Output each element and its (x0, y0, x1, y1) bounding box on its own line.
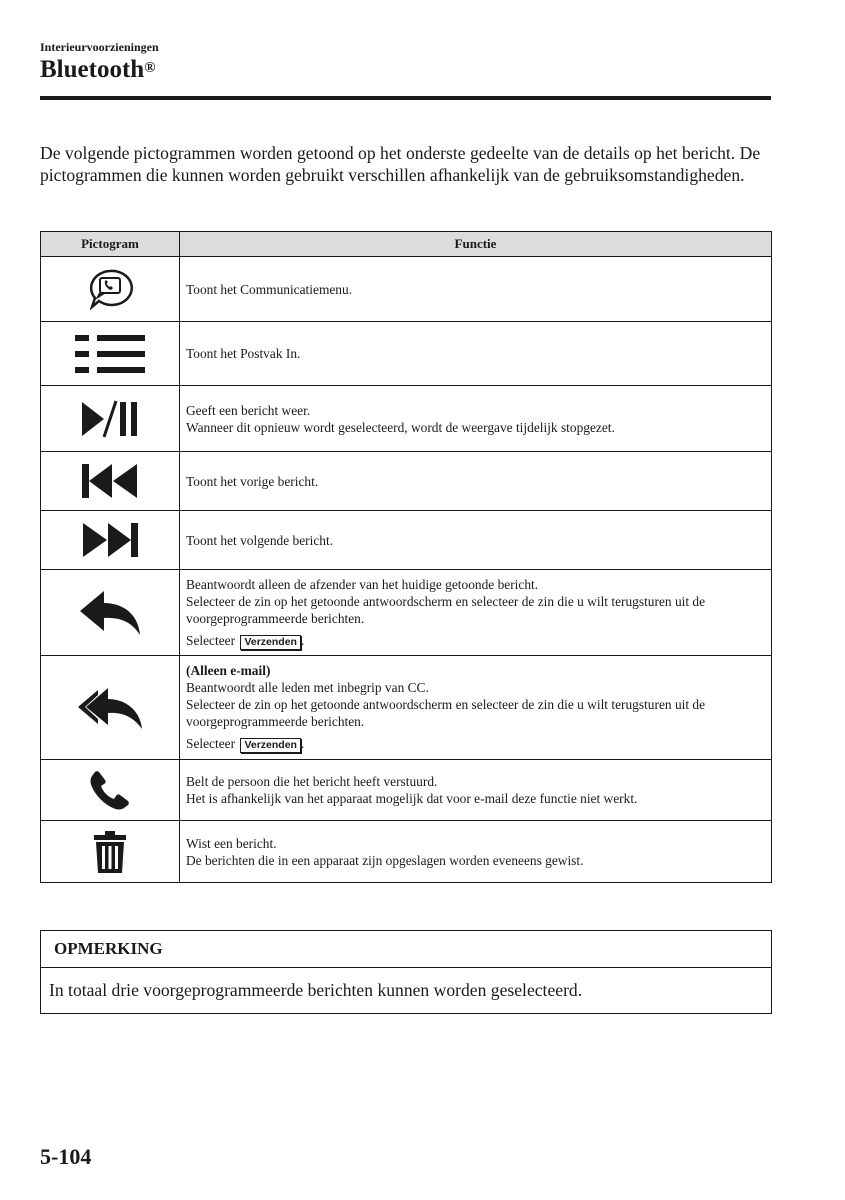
table-row (41, 452, 772, 511)
description-text: Het is afhankelijk van het apparaat mogelijk dat voor e-mail deze functie niet werkt. (186, 791, 638, 806)
note-box (40, 930, 772, 1014)
select-prefix: Selecteer (186, 632, 236, 648)
email-only-note: (Alleen e-mail) (186, 663, 271, 678)
icon-cell (41, 386, 180, 452)
description-cell (180, 656, 772, 760)
registered-mark: ® (144, 60, 156, 76)
table-row (41, 570, 772, 656)
description-cell (180, 452, 772, 511)
description-cell (180, 760, 772, 821)
trash-icon (93, 831, 127, 873)
description-text: Toont het Communicatiemenu. (186, 281, 353, 297)
note-text: In totaal drie voorgeprogrammeerde berichten kunnen worden geselecteerd. (49, 980, 583, 1000)
icon-cell (41, 821, 180, 883)
select-instruction (186, 632, 765, 650)
description-text: Wist een bericht. (186, 835, 277, 851)
table-row (41, 821, 772, 883)
icon-cell (41, 322, 180, 386)
table-row (41, 257, 772, 322)
send-button-label: Verzenden (240, 635, 301, 650)
description-cell (180, 322, 772, 386)
title-rule (40, 96, 771, 100)
select-instruction (186, 735, 765, 753)
note-heading: OPMERKING (41, 931, 771, 968)
column-header-function: Functie (180, 232, 772, 257)
description-text: De berichten die in een apparaat zijn opgeslagen worden eveneens gewist. (186, 852, 584, 868)
description-cell (180, 821, 772, 883)
phone-icon (90, 770, 130, 810)
page-title-text: Bluetooth (40, 56, 145, 83)
icon-cell (41, 257, 180, 322)
description-text: Beantwoordt alle leden met inbegrip van CC. (186, 680, 429, 695)
select-prefix: Selecteer (186, 736, 236, 751)
table-row (41, 511, 772, 570)
page-number: 5-104 (40, 1144, 92, 1169)
communication-menu-icon (86, 268, 134, 310)
icon-cell (41, 656, 180, 760)
section-label: Interieurvoorzieningen (40, 40, 159, 54)
pictogram-table (40, 231, 772, 883)
reply-icon (78, 589, 142, 637)
play-pause-icon (80, 399, 140, 439)
table-row (41, 386, 772, 452)
description-text: Belt de persoon die het bericht heeft verstuurd. (186, 774, 438, 789)
description-text: Geeft een bericht weer. (186, 402, 311, 418)
intro-paragraph: De volgende pictogrammen worden getoond op het onderste gedeelte van de details op het bericht. De pictogrammen die kunnen worden gebruikt verschillen afhankelijk van de gebruiksomstandigheden. (40, 143, 761, 185)
description-text: Wanneer dit opnieuw wordt geselecteerd, wordt de weergave tijdelijk stopgezet. (186, 419, 615, 435)
description-cell (180, 386, 772, 452)
description-cell (180, 257, 772, 322)
description-text: Toont het vorige bericht. (186, 473, 319, 489)
description-text: Beantwoordt alleen de afzender van het huidige getoonde bericht. (186, 576, 539, 592)
reply-all-icon (76, 685, 144, 731)
previous-track-icon (82, 463, 138, 499)
icon-cell (41, 511, 180, 570)
table-row (41, 656, 772, 760)
page-title (40, 54, 155, 86)
send-button-label: Verzenden (240, 738, 301, 753)
table-header-row (41, 232, 772, 257)
icon-cell (41, 570, 180, 656)
description-cell (180, 511, 772, 570)
inbox-list-icon (75, 333, 145, 375)
description-text: Selecteer de zin op het getoonde antwoordscherm en selecteer de zin die u wilt terugsturen uit de voorgeprogrammeerde berichten. (186, 593, 706, 626)
description-text: Toont het volgende bericht. (186, 532, 334, 548)
icon-cell (41, 452, 180, 511)
next-track-icon (82, 522, 138, 558)
select-suffix: . (300, 632, 305, 648)
description-cell (180, 570, 772, 656)
description-text: Selecteer de zin op het getoonde antwoordscherm en selecteer de zin die u wilt terugsturen uit de voorgeprogrammeerde berichten. (186, 697, 706, 729)
table-row (41, 760, 772, 821)
column-header-pictogram: Pictogram (41, 232, 180, 257)
description-text: Toont het Postvak In. (186, 346, 301, 361)
table-row (41, 322, 772, 386)
select-suffix: . (300, 736, 305, 751)
icon-cell (41, 760, 180, 821)
